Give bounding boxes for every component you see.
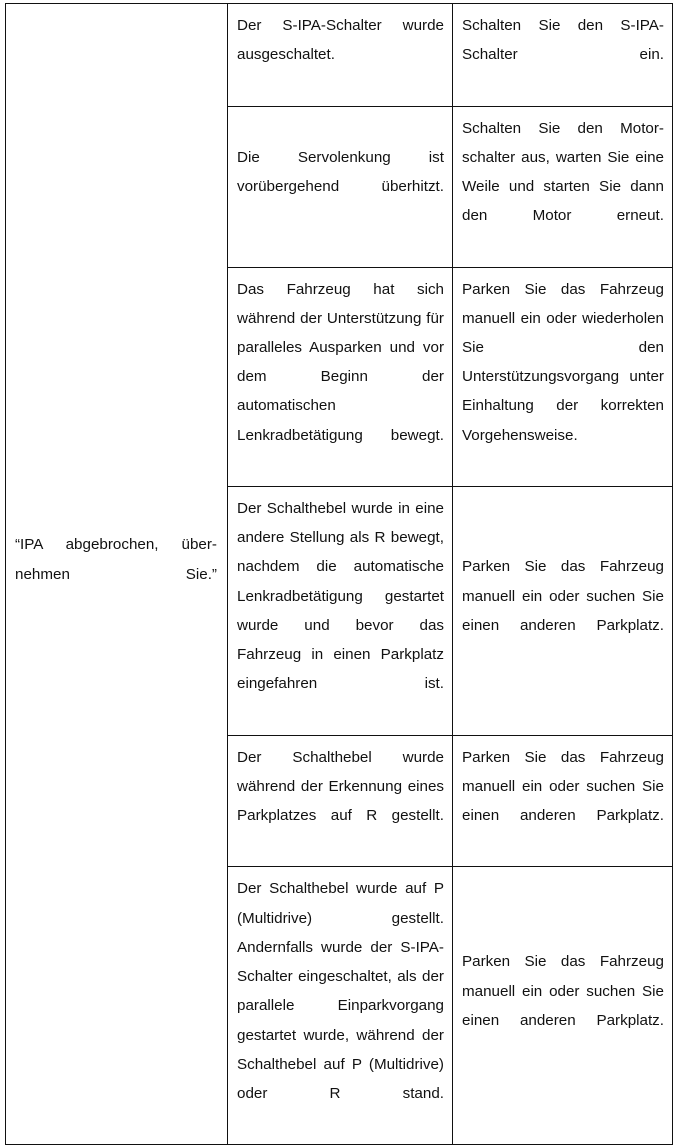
cause-text-4: Der Schalthebel wurde in eine andere Stellung als R bewegt, nachdem die automatische Lenkradbetätigung gestartet wurde und bevor das Fahrzeug in einen Parkplatz eingefahren ist. [237,500,444,693]
action-text-2: Schalten Sie den Motor-schalter aus, warten Sie eine Weile und starten Sie dann den Motor erneut. [462,119,664,225]
message-cell [6,4,228,1145]
cause-cell-2 [228,106,453,267]
cause-cell-4 [228,487,453,736]
action-cell-1 [453,4,673,107]
action-text-1: Schalten Sie den S-IPA-Schalter ein. [462,17,664,64]
action-text-4: Parken Sie das Fahrzeug manuell ein oder suchen Sie einen anderen Parkplatz. [462,558,664,634]
cause-cell-1 [228,4,453,107]
cause-cell-3 [228,267,453,486]
cause-text-5: Der Schalthebel wurde während der Erkennung eines Parkplatzes auf R gestellt. [237,748,444,825]
action-cell-2 [453,106,673,267]
action-cell-4 [453,487,673,736]
cause-text-2: Die Servolenkung ist vorübergehend überhitzt. [237,148,444,196]
cause-cell-6 [228,867,453,1145]
cause-text-3: Das Fahrzeug hat sich während der Unterstützung für paralleles Ausparken und vor dem Beginn der automatischen Lenkradbetätigung bewegt. [237,280,444,444]
action-text-5: Parken Sie das Fahrzeug manuell ein oder suchen Sie einen anderen Parkplatz. [462,748,664,825]
action-cell-6 [453,867,673,1145]
action-text-3: Parken Sie das Fahrzeug manuell ein oder wiederholen Sie den Unterstützungsvorgang unter Einhaltung der korrekten Vorgehensweise. [462,280,664,444]
message-text: “IPA abgebrochen, über-nehmen Sie.” [15,536,217,583]
fault-message-table [5,3,673,1145]
cause-text-6: Der Schalthebel wurde auf P (Multidrive) gestellt. Andernfalls wurde der S-IPA-Schalter eingeschaltet, als der parallele Einparkvorgang gestartet wurde, während der Schalthebel auf P (Multidrive) oder R stand. [237,880,444,1102]
cause-text-1: Der S-IPA-Schalter wurde ausgeschaltet. [237,17,444,64]
cause-cell-5 [228,735,453,867]
action-cell-3 [453,267,673,486]
action-text-6: Parken Sie das Fahrzeug manuell ein oder suchen Sie einen anderen Parkplatz. [462,953,664,1029]
table-row [6,4,673,107]
action-cell-5 [453,735,673,867]
